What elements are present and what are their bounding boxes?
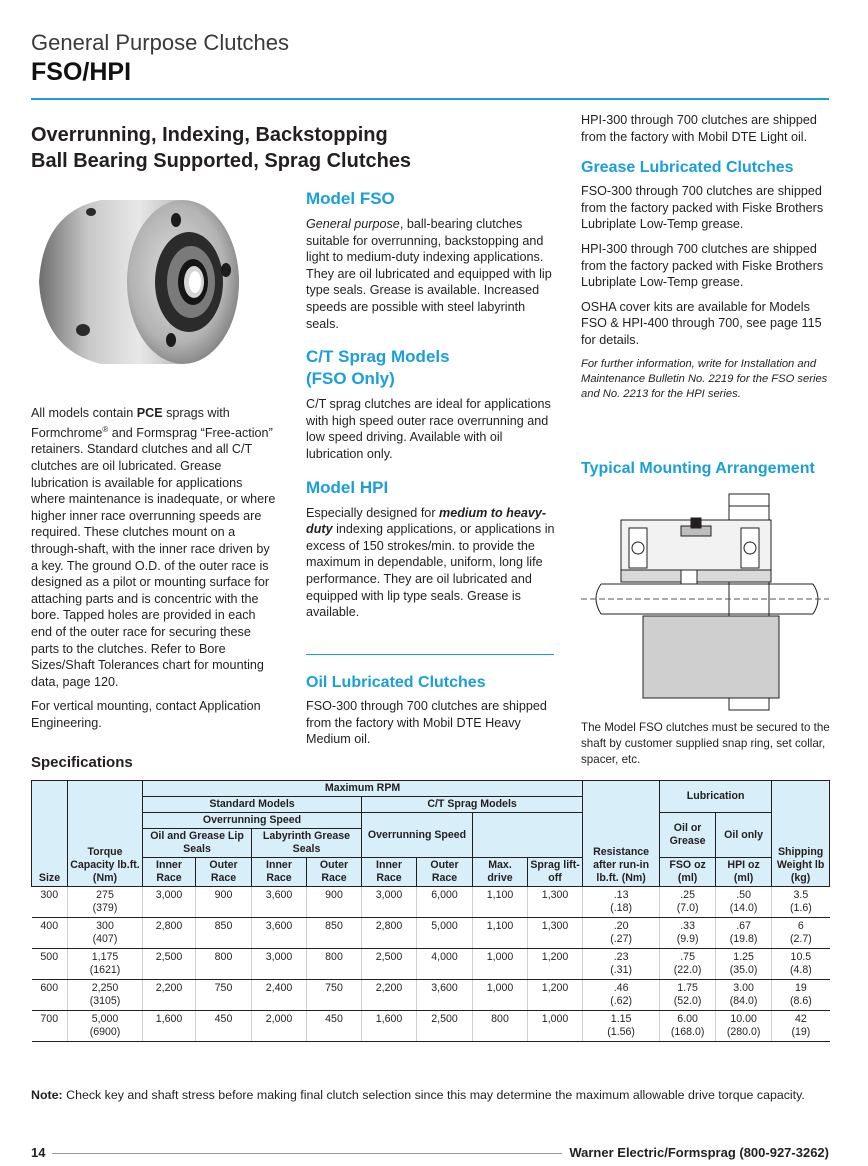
table-cell-res — [583, 887, 660, 918]
cell-value: .23 — [613, 951, 629, 963]
table-cell-wt — [772, 918, 830, 949]
ct-sprag-paragraph: C/T sprag clutches are ideal for applications with high speed outer race overrunning and low speed driving. Available with oil lubrication only. — [306, 397, 551, 461]
cell-value: 1,000 — [486, 951, 514, 963]
table-cell-maxd — [473, 1011, 528, 1042]
th-sprag-liftoff: Sprag lift-off — [528, 858, 583, 887]
cell-value: 600 — [40, 982, 59, 994]
th-hpi-oz: HPI oz (ml) — [716, 858, 772, 887]
table-row — [32, 980, 830, 1011]
th-ct-blank — [473, 813, 583, 858]
th-max-rpm: Maximum RPM — [143, 781, 583, 797]
cell-value: 2,200 — [155, 982, 183, 994]
table-row — [32, 1011, 830, 1042]
model-fso-text: , ball-bearing clutches suitable for overrunning, backstopping and light to medium-duty indexing applications. They are oil lubricated and equipped with lip type seals. Grease is available. Increased speeds are possible with steel labyrinth seals. — [306, 217, 552, 331]
cell-value: 5,000 — [431, 920, 458, 932]
specifications-heading: Specifications — [31, 754, 133, 771]
table-cell-hpi — [716, 980, 772, 1011]
table-cell-wt — [772, 949, 830, 980]
table-cell-fso — [660, 1011, 716, 1042]
table-row — [32, 918, 830, 949]
cell-value: 1,200 — [541, 951, 569, 963]
cell-value: .20 — [613, 920, 629, 932]
table-cell-ogi — [143, 949, 196, 980]
cell-metric-value: (84.0) — [729, 995, 758, 1007]
table-cell-size — [32, 918, 68, 949]
table-cell-size — [32, 1011, 68, 1042]
main-heading-line2: Ball Bearing Supported, Sprag Clutches — [31, 150, 412, 172]
table-cell-cti — [362, 949, 417, 980]
right-column — [581, 112, 831, 410]
main-heading — [31, 122, 461, 174]
cell-value: .13 — [613, 889, 629, 901]
table-cell-ogi — [143, 918, 196, 949]
cell-metric-value: (35.0) — [729, 964, 758, 976]
cell-metric-value: (1621) — [89, 964, 121, 976]
table-cell-wt — [772, 887, 830, 918]
cell-value: 2,500 — [155, 951, 183, 963]
table-row — [32, 949, 830, 980]
cell-value: 1,000 — [486, 982, 514, 994]
registered-mark: ® — [102, 424, 109, 434]
cell-value: 2,200 — [375, 982, 403, 994]
cell-metric-value: (280.0) — [726, 1026, 761, 1038]
th-outer-race: Outer Race — [196, 858, 252, 887]
table-cell-li — [252, 980, 307, 1011]
table-cell-maxd — [473, 980, 528, 1011]
cell-value: 450 — [325, 1013, 343, 1025]
th-ct-sprag-models: C/T Sprag Models — [362, 797, 583, 813]
table-cell-fso — [660, 980, 716, 1011]
table-cell-li — [252, 1011, 307, 1042]
cell-value: 42 — [794, 1013, 807, 1025]
th-size: Size — [32, 781, 68, 887]
th-inner-race: Inner Race — [143, 858, 196, 887]
footer-rule — [52, 1153, 562, 1154]
cell-value: 750 — [325, 982, 343, 994]
cell-metric-value: (168.0) — [670, 1026, 705, 1038]
cell-value: 1,200 — [541, 982, 569, 994]
table-cell-torque — [68, 1011, 143, 1042]
table-cell-hpi — [716, 887, 772, 918]
table-cell-sprag — [528, 887, 583, 918]
vertical-mounting-paragraph: For vertical mounting, contact Application Engineering. — [31, 699, 261, 730]
cell-value: 1,000 — [541, 1013, 569, 1025]
model-hpi-lead: Especially designed for — [306, 505, 440, 520]
cell-value: .50 — [736, 889, 751, 901]
cell-metric-value: (.18) — [610, 902, 632, 914]
cell-metric-value: (2.7) — [789, 933, 812, 945]
th-standard-models: Standard Models — [143, 797, 362, 813]
oil-lubricated-paragraph: FSO-300 through 700 clutches are shipped from the factory with Mobil DTE Heavy Medium oil. — [306, 699, 547, 747]
middle-divider — [306, 654, 554, 655]
cell-value: 1,600 — [155, 1013, 183, 1025]
page-subtitle: General Purpose Clutches — [31, 30, 290, 55]
cell-value: 6,000 — [431, 889, 458, 901]
page-number: 14 — [31, 1145, 46, 1160]
cell-value: 10.5 — [790, 951, 812, 963]
cell-value: 900 — [325, 889, 343, 901]
table-cell-res — [583, 980, 660, 1011]
table-cell-torque — [68, 887, 143, 918]
cell-value: 2,500 — [375, 951, 403, 963]
table-cell-wt — [772, 980, 830, 1011]
further-info-paragraph: For further information, write for Installation and Maintenance Bulletin No. 2219 for the FSO series and No. 2213 for the HPI series. — [581, 357, 828, 400]
table-cell-cti — [362, 918, 417, 949]
cell-value: 19 — [794, 982, 807, 994]
cell-metric-value: (1.6) — [789, 902, 812, 914]
cell-value: 300 — [96, 920, 114, 932]
note — [31, 1087, 829, 1103]
cell-metric-value: (14.0) — [729, 902, 758, 914]
cell-value: 3,600 — [431, 982, 458, 994]
cell-value: .75 — [680, 951, 695, 963]
table-cell-lo — [307, 949, 362, 980]
ct-sprag-heading-line2: (FSO Only) — [306, 369, 395, 389]
left-column — [31, 405, 277, 739]
table-cell-size — [32, 949, 68, 980]
table-cell-size — [32, 887, 68, 918]
cell-metric-value: (.27) — [610, 933, 632, 945]
mounting-caption: The Model FSO clutches must be secured to the shaft by customer supplied snap ring, set collar, spacer, etc. — [581, 721, 830, 766]
cell-value: 700 — [40, 1013, 59, 1025]
cell-value: 4,000 — [431, 951, 458, 963]
mounting-heading: Typical Mounting Arrangement — [581, 460, 815, 477]
table-cell-ogi — [143, 1011, 196, 1042]
cell-value: 1,100 — [486, 889, 514, 901]
cell-metric-value: (4.8) — [789, 964, 812, 976]
table-cell-res — [583, 949, 660, 980]
table-cell-wt — [772, 1011, 830, 1042]
cell-metric-value: (6900) — [89, 1026, 121, 1038]
table-cell-ogi — [143, 887, 196, 918]
table-cell-sprag — [528, 918, 583, 949]
cell-value: 850 — [325, 920, 343, 932]
th-resistance: Resistance after run-in lb.ft. (Nm) — [583, 781, 660, 887]
cell-value: 1,100 — [486, 920, 514, 932]
cell-value: 6.00 — [677, 1013, 698, 1025]
cell-metric-value: (22.0) — [673, 964, 702, 976]
cell-value: 2,800 — [155, 920, 183, 932]
middle-column — [306, 188, 556, 629]
cell-metric-value: (.31) — [610, 964, 632, 976]
cell-value: 900 — [214, 889, 233, 901]
intro-formchrome: sprags with Formchrome — [31, 406, 230, 440]
cell-value: 3,000 — [375, 889, 403, 901]
table-cell-lo — [307, 1011, 362, 1042]
grease-fso-paragraph: FSO-300 through 700 clutches are shipped from the factory packed with Fiske Brothers Lubriplate Low-Temp grease. — [581, 184, 824, 232]
cell-value: 1,175 — [91, 951, 119, 963]
table-cell-torque — [68, 980, 143, 1011]
th-torque: Torque Capacity lb.ft. (Nm) — [68, 781, 143, 887]
cell-value: 800 — [214, 951, 233, 963]
table-cell-cti — [362, 980, 417, 1011]
table-cell-cto — [417, 980, 473, 1011]
table-cell-hpi — [716, 949, 772, 980]
table-cell-li — [252, 887, 307, 918]
th-oil-only: Oil only — [716, 813, 772, 858]
table-cell-sprag — [528, 949, 583, 980]
table-cell-fso — [660, 887, 716, 918]
th-inner-race: Inner Race — [362, 858, 417, 887]
th-oil-or-grease: Oil or Grease — [660, 813, 716, 858]
th-outer-race: Outer Race — [417, 858, 473, 887]
cell-value: 5,000 — [91, 1013, 119, 1025]
ct-sprag-heading — [306, 346, 556, 390]
mounting-arrangement-diagram — [581, 488, 829, 716]
intro-rest: and Formsprag “Free-action” retainers. Standard clutches and all C/T clutches are oil lubricated. Grease lubrication is available for applications where maintenance is inadequate, or where higher inner race overrunning speeds are required. These clutches mount on a through-shaft, with the inner race driven by a key. The ground O.D. of the outer race is designed as a pilot or mounting surface for attaching parts and is concentric with the bore. Tapped holes are provided in each end of the outer race for securing these parts to the clutches. Refer to Bore Sizes/Shaft Tolerances chart for mounting data, page 120. — [31, 425, 276, 689]
table-cell-torque — [68, 918, 143, 949]
cell-value: 850 — [214, 920, 233, 932]
cell-metric-value: (407) — [92, 933, 118, 945]
header-rule — [31, 98, 829, 100]
model-fso-heading: Model FSO — [306, 189, 395, 208]
intro-paragraph — [31, 405, 277, 690]
model-fso-italic: General purpose — [306, 217, 400, 231]
cell-value: 400 — [40, 920, 59, 932]
specifications-table — [31, 780, 830, 1042]
cell-value: 1.25 — [733, 951, 754, 963]
cell-metric-value: (19.8) — [729, 933, 758, 945]
th-lubrication: Lubrication — [660, 781, 772, 813]
cell-value: 275 — [96, 889, 114, 901]
cell-value: 1.75 — [677, 982, 698, 994]
cell-value: 6 — [797, 920, 804, 932]
main-heading-line1: Overrunning, Indexing, Backstopping — [31, 124, 388, 146]
cell-value: .33 — [680, 920, 695, 932]
cell-metric-value: (3105) — [89, 995, 121, 1007]
intro-lead: All models contain — [31, 406, 137, 420]
table-cell-hpi — [716, 1011, 772, 1042]
th-oil-grease-lip: Oil and Grease Lip Seals — [143, 829, 252, 858]
oil-lubricated-section — [306, 672, 556, 756]
cell-value: 450 — [214, 1013, 233, 1025]
table-cell-sprag — [528, 1011, 583, 1042]
cell-value: 1,300 — [541, 920, 569, 932]
note-text: Check key and shaft stress before making final clutch selection since this may determine the maximum allowable drive torque capacity. — [62, 1088, 805, 1102]
cell-value: 1.15 — [610, 1013, 632, 1025]
table-cell-ogo — [196, 918, 252, 949]
table-cell-ogi — [143, 980, 196, 1011]
clutch-product-photo — [31, 190, 243, 368]
cell-metric-value: (52.0) — [673, 995, 702, 1007]
table-cell-res — [583, 1011, 660, 1042]
model-hpi-text: indexing applications, or applications in excess of 150 strokes/min. to provide the maximum in dependable, uniform, long life performance. They are oil lubricated and equipped with lip type seals. Grease is available. — [306, 522, 555, 620]
page-title: FSO/HPI — [31, 58, 132, 86]
cell-value: 3,600 — [265, 920, 293, 932]
oil-lubricated-heading: Oil Lubricated Clutches — [306, 674, 486, 691]
cell-value: .67 — [736, 920, 751, 932]
table-cell-cto — [417, 887, 473, 918]
cell-value: 750 — [214, 982, 233, 994]
hpi-oil-paragraph: HPI-300 through 700 clutches are shipped from the factory with Mobil DTE Light oil. — [581, 113, 817, 144]
cell-metric-value: (19) — [791, 1026, 811, 1038]
grease-heading: Grease Lubricated Clutches — [581, 159, 794, 177]
table-cell-cto — [417, 918, 473, 949]
cell-metric-value: (9.9) — [676, 933, 699, 945]
table-cell-ogo — [196, 949, 252, 980]
table-cell-fso — [660, 918, 716, 949]
table-cell-lo — [307, 980, 362, 1011]
cell-value: 3.00 — [733, 982, 754, 994]
cell-value: 3.5 — [793, 889, 809, 901]
th-labyrinth: Labyrinth Grease Seals — [252, 829, 362, 858]
cell-value: 3,000 — [155, 889, 183, 901]
cell-metric-value: (.62) — [610, 995, 632, 1007]
cell-value: 800 — [325, 951, 343, 963]
pce-term: PCE — [136, 406, 163, 420]
th-max-drive: Max. drive — [473, 858, 528, 887]
cell-metric-value: (7.0) — [676, 902, 699, 914]
cell-value: 2,400 — [265, 982, 293, 994]
table-cell-size — [32, 980, 68, 1011]
cell-metric-value: (379) — [92, 902, 118, 914]
model-hpi-heading: Model HPI — [306, 477, 389, 497]
th-shipping-weight: Shipping Weight lb (kg) — [772, 781, 830, 887]
table-row — [32, 887, 830, 918]
th-fso-oz: FSO oz (ml) — [660, 858, 716, 887]
model-hpi-paragraph — [306, 505, 556, 621]
ct-sprag-heading-line1: C/T Sprag Models — [306, 347, 450, 367]
th-inner-race: Inner Race — [252, 858, 307, 887]
osha-paragraph: OSHA cover kits are available for Models FSO & HPI-400 through 700, see page 115 for details. — [581, 299, 822, 347]
th-ct-overrunning-speed: Overrunning Speed — [362, 813, 473, 858]
cell-value: .25 — [680, 889, 695, 901]
table-cell-maxd — [473, 918, 528, 949]
cell-value: 10.00 — [730, 1013, 757, 1025]
cell-value: 3,600 — [265, 889, 293, 901]
footer-brand: Warner Electric/Formsprag (800-927-3262) — [569, 1145, 829, 1160]
cell-value: 2,800 — [375, 920, 403, 932]
grease-hpi-paragraph: HPI-300 through 700 clutches are shipped from the factory packed with Fiske Brothers Lubriplate Low-Temp grease. — [581, 241, 824, 290]
table-cell-torque — [68, 949, 143, 980]
cell-value: 3,000 — [265, 951, 293, 963]
table-cell-ogo — [196, 1011, 252, 1042]
cell-value: 2,250 — [91, 982, 119, 994]
table-cell-sprag — [528, 980, 583, 1011]
table-cell-ogo — [196, 887, 252, 918]
cell-value: 500 — [40, 951, 59, 963]
table-cell-cti — [362, 887, 417, 918]
cell-value: 300 — [40, 889, 59, 901]
cell-value: 1,600 — [375, 1013, 403, 1025]
model-hpi-emphasis: medium to heavy-duty — [306, 505, 547, 537]
table-cell-res — [583, 918, 660, 949]
cell-value: 1,300 — [541, 889, 569, 901]
cell-metric-value: (1.56) — [607, 1026, 635, 1038]
cell-metric-value: (8.6) — [789, 995, 812, 1007]
cell-value: 800 — [491, 1013, 509, 1025]
table-cell-lo — [307, 887, 362, 918]
th-outer-race: Outer Race — [307, 858, 362, 887]
table-cell-li — [252, 918, 307, 949]
table-cell-cto — [417, 1011, 473, 1042]
th-overrunning-speed: Overrunning Speed — [143, 813, 362, 829]
table-cell-hpi — [716, 918, 772, 949]
table-cell-cto — [417, 949, 473, 980]
note-label: Note: — [31, 1088, 63, 1102]
table-cell-lo — [307, 918, 362, 949]
table-cell-maxd — [473, 949, 528, 980]
table-cell-fso — [660, 949, 716, 980]
table-cell-li — [252, 949, 307, 980]
cell-value: 2,500 — [431, 1013, 458, 1025]
table-cell-ogo — [196, 980, 252, 1011]
model-fso-paragraph — [306, 216, 556, 332]
cell-value: .46 — [613, 982, 629, 994]
specifications-body — [32, 887, 830, 1042]
cell-value: 2,000 — [265, 1013, 293, 1025]
table-cell-cti — [362, 1011, 417, 1042]
table-cell-maxd — [473, 887, 528, 918]
